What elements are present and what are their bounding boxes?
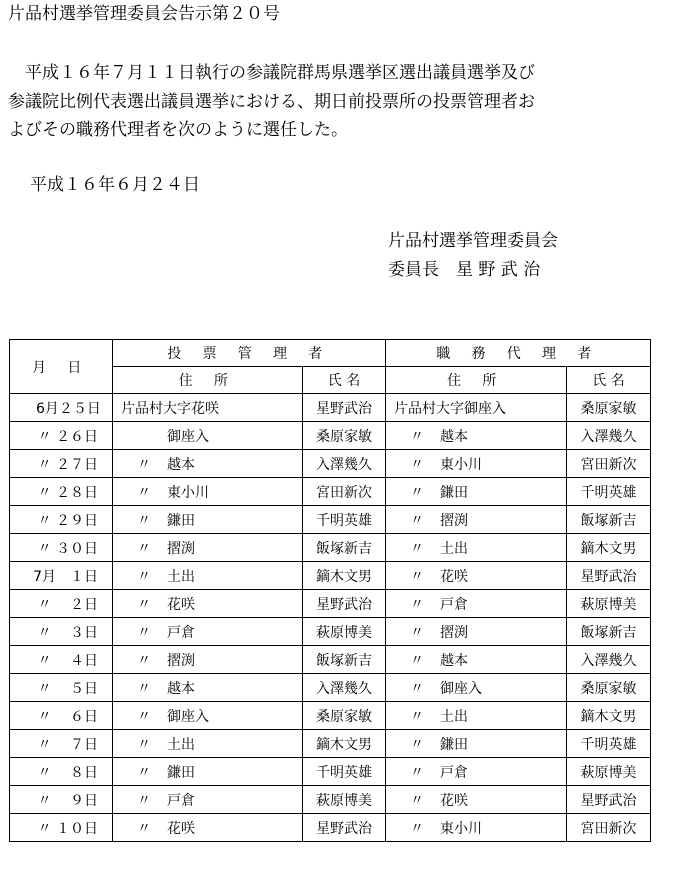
deputy-address: 〃 東小川	[386, 814, 567, 842]
manager-address: 〃 御座入	[113, 702, 303, 730]
header-date: 月 日	[10, 340, 113, 394]
body-text-line: よびその職務代理者を次のように選任した。	[8, 120, 348, 140]
body-text-line: 参議院比例代表選出議員選挙における、期日前投票所の投票管理者お	[8, 92, 535, 112]
manager-address: 〃 鎌田	[113, 758, 303, 786]
deputy-name: 桑原家敏	[567, 674, 651, 702]
notice-number: 片品村選挙管理委員会告示第２０号	[8, 4, 280, 24]
ditto-mark: 〃	[410, 680, 424, 697]
header-deputy-group: 職 務 代 理 者	[386, 340, 651, 367]
deputy-address: 〃 戸倉	[386, 590, 567, 618]
row-date: 〃 ２９日	[10, 506, 113, 534]
ditto-mark: 〃	[137, 540, 151, 557]
header-deputy-address: 住 所	[386, 367, 567, 394]
row-date: 6月２５日	[10, 394, 113, 422]
manager-name: 萩原博美	[303, 786, 386, 814]
ditto-mark: 〃	[410, 820, 424, 837]
manager-name: 千明英雄	[303, 758, 386, 786]
deputy-address: 〃 鎌田	[386, 478, 567, 506]
manager-name: 鏑木文男	[303, 562, 386, 590]
deputy-name: 萩原博美	[567, 758, 651, 786]
manager-address: 御座入	[113, 422, 303, 450]
row-date: 〃 ９日	[10, 786, 113, 814]
row-date: 〃 ２８日	[10, 478, 113, 506]
header-manager-name: 氏 名	[303, 367, 386, 394]
table-row	[10, 534, 651, 562]
deputy-address: 〃 土出	[386, 702, 567, 730]
issuer-chair: 委員長 星 野 武 治	[388, 260, 541, 280]
table-row	[10, 506, 651, 534]
row-date: 〃 ２６日	[10, 422, 113, 450]
manager-name: 星野武治	[303, 814, 386, 842]
table-row	[10, 590, 651, 618]
row-date: 〃 ３日	[10, 618, 113, 646]
ditto-mark: 〃	[410, 624, 424, 641]
ditto-mark: 〃	[410, 512, 424, 529]
table-row	[10, 758, 651, 786]
ditto-mark: 〃	[137, 484, 151, 501]
ditto-mark: 〃	[410, 456, 424, 473]
ditto-mark: 〃	[410, 428, 424, 445]
body-text-line: 平成１６年７月１１日執行の参議院群馬県選挙区選出議員選挙及び	[25, 63, 535, 83]
table-row	[10, 814, 651, 842]
deputy-address: 〃 東小川	[386, 450, 567, 478]
deputy-name: 鏑木文男	[567, 534, 651, 562]
deputy-address: 〃 花咲	[386, 562, 567, 590]
deputy-name: 千明英雄	[567, 478, 651, 506]
ditto-mark: 〃	[137, 736, 151, 753]
ditto-mark: 〃	[410, 708, 424, 725]
manager-name: 桑原家敏	[303, 422, 386, 450]
deputy-name: 飯塚新吉	[567, 506, 651, 534]
table-row	[10, 478, 651, 506]
ditto-mark: 〃	[137, 708, 151, 725]
row-date: 〃 ６日	[10, 702, 113, 730]
manager-address: 〃 花咲	[113, 814, 303, 842]
manager-name: 鏑木文男	[303, 730, 386, 758]
deputy-name: 萩原博美	[567, 590, 651, 618]
row-date: 〃 ２日	[10, 590, 113, 618]
row-date: 〃 ８日	[10, 758, 113, 786]
deputy-address: 〃 越本	[386, 422, 567, 450]
manager-name: 萩原博美	[303, 618, 386, 646]
manager-address: 〃 摺渕	[113, 534, 303, 562]
manager-name: 飯塚新吉	[303, 534, 386, 562]
manager-name: 入澤幾久	[303, 674, 386, 702]
manager-name: 千明英雄	[303, 506, 386, 534]
deputy-name: 鏑木文男	[567, 702, 651, 730]
table-row	[10, 562, 651, 590]
deputy-address: 〃 戸倉	[386, 758, 567, 786]
manager-name: 飯塚新吉	[303, 646, 386, 674]
table-row	[10, 702, 651, 730]
manager-name: 桑原家敏	[303, 702, 386, 730]
header-manager-address: 住 所	[113, 367, 303, 394]
manager-address: 〃 鎌田	[113, 506, 303, 534]
deputy-name: 飯塚新吉	[567, 618, 651, 646]
table-row	[10, 422, 651, 450]
deputy-name: 桑原家敏	[567, 394, 651, 422]
ditto-mark: 〃	[137, 792, 151, 809]
manager-address: 片品村大字花咲	[113, 394, 303, 422]
row-date: 〃 ７日	[10, 730, 113, 758]
row-date: 〃 ３０日	[10, 534, 113, 562]
table-row	[10, 786, 651, 814]
table-body	[10, 394, 651, 842]
header-manager-group: 投 票 管 理 者	[113, 340, 386, 367]
manager-name: 入澤幾久	[303, 450, 386, 478]
deputy-address: 〃 花咲	[386, 786, 567, 814]
ditto-mark: 〃	[410, 652, 424, 669]
deputy-address: 〃 越本	[386, 646, 567, 674]
issuer-organization: 片品村選挙管理委員会	[388, 231, 558, 251]
row-date: 7月 １日	[10, 562, 113, 590]
manager-address: 〃 摺渕	[113, 646, 303, 674]
manager-address: 〃 越本	[113, 674, 303, 702]
ditto-mark: 〃	[137, 680, 151, 697]
row-date: 〃 ５日	[10, 674, 113, 702]
deputy-address: 〃 土出	[386, 534, 567, 562]
ditto-mark: 〃	[137, 568, 151, 585]
table-row	[10, 450, 651, 478]
manager-address: 〃 越本	[113, 450, 303, 478]
deputy-address: 片品村大字御座入	[386, 394, 567, 422]
manager-name: 宮田新次	[303, 478, 386, 506]
deputy-address: 〃 摺渕	[386, 506, 567, 534]
deputy-name: 宮田新次	[567, 814, 651, 842]
manager-address: 〃 戸倉	[113, 618, 303, 646]
ditto-mark: 〃	[410, 596, 424, 613]
deputy-name: 宮田新次	[567, 450, 651, 478]
manager-address: 〃 花咲	[113, 590, 303, 618]
table-row	[10, 646, 651, 674]
ditto-mark: 〃	[137, 456, 151, 473]
ditto-mark: 〃	[410, 736, 424, 753]
deputy-name: 千明英雄	[567, 730, 651, 758]
manager-name: 星野武治	[303, 590, 386, 618]
row-date: 〃 １０日	[10, 814, 113, 842]
ditto-mark: 〃	[137, 764, 151, 781]
ditto-mark: 〃	[410, 792, 424, 809]
deputy-name: 星野武治	[567, 786, 651, 814]
ditto-mark: 〃	[410, 764, 424, 781]
row-date: 〃 ２７日	[10, 450, 113, 478]
deputy-name: 星野武治	[567, 562, 651, 590]
deputy-address: 〃 鎌田	[386, 730, 567, 758]
manager-address: 〃 土出	[113, 562, 303, 590]
ditto-mark: 〃	[137, 652, 151, 669]
row-date: 〃 ４日	[10, 646, 113, 674]
notice-date: 平成１６年６月２４日	[30, 175, 200, 195]
deputy-address: 〃 摺渕	[386, 618, 567, 646]
manager-address: 〃 東小川	[113, 478, 303, 506]
ditto-mark: 〃	[410, 540, 424, 557]
ditto-mark: 〃	[410, 484, 424, 501]
ditto-mark: 〃	[410, 568, 424, 585]
ditto-mark: 〃	[137, 624, 151, 641]
header-deputy-name: 氏 名	[567, 367, 651, 394]
deputy-name: 入澤幾久	[567, 422, 651, 450]
appointment-table	[9, 339, 651, 842]
table-row	[10, 394, 651, 422]
ditto-mark: 〃	[137, 512, 151, 529]
deputy-address: 〃 御座入	[386, 674, 567, 702]
table-row	[10, 618, 651, 646]
table-row	[10, 730, 651, 758]
manager-address: 〃 戸倉	[113, 786, 303, 814]
manager-address: 〃 土出	[113, 730, 303, 758]
deputy-name: 入澤幾久	[567, 646, 651, 674]
ditto-mark: 〃	[137, 820, 151, 837]
table-row	[10, 674, 651, 702]
ditto-mark: 〃	[137, 596, 151, 613]
manager-name: 星野武治	[303, 394, 386, 422]
